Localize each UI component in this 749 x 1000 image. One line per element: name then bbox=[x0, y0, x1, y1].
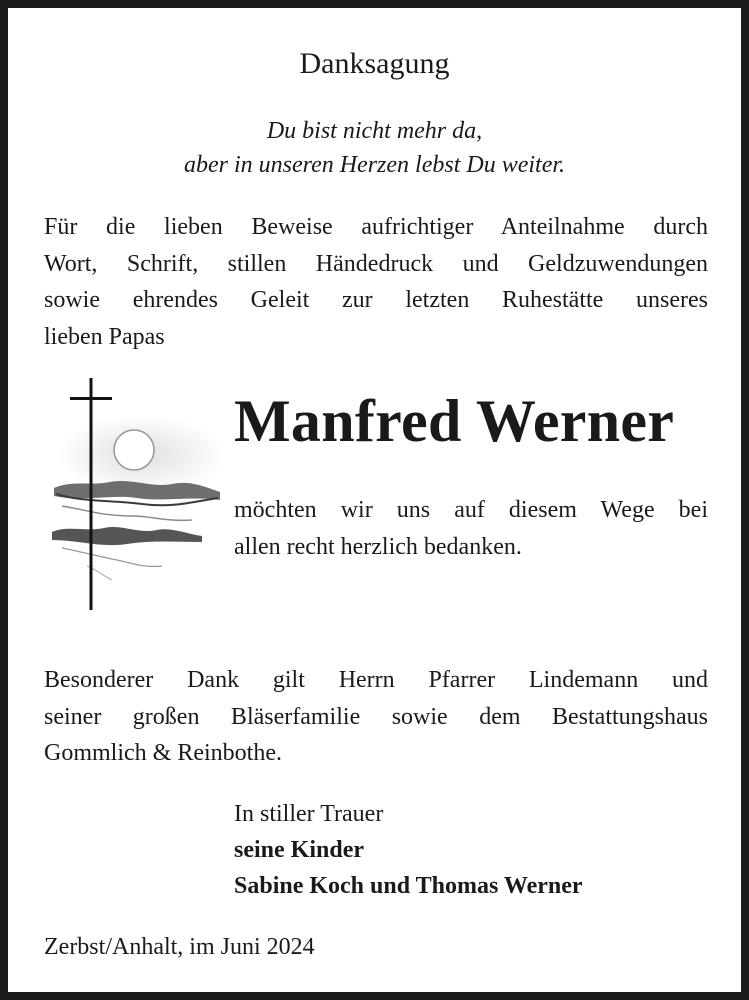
page-title: Danksagung bbox=[299, 47, 450, 80]
signature-block bbox=[234, 796, 583, 904]
intro-line: lieben Papas bbox=[44, 323, 165, 350]
intro-line: Wort, Schrift, stillen Händedruck und Geldzuwendungen bbox=[44, 250, 708, 277]
cross-landscape-icon bbox=[42, 370, 222, 615]
thanks-paragraph bbox=[234, 492, 708, 566]
signature-names: Sabine Koch und Thomas Werner bbox=[234, 873, 583, 899]
thanks-line: allen recht herzlich bedanken. bbox=[234, 534, 522, 560]
special-thanks-line: Besonderer Dank gilt Herrn Pfarrer Lindemann und bbox=[44, 667, 708, 693]
signature-mourning: In stiller Trauer bbox=[234, 801, 384, 827]
intro-line: Für die lieben Beweise aufrichtiger Anteilnahme durch bbox=[44, 214, 708, 240]
intro-line: sowie ehrendes Geleit zur letzten Ruhestätte unseres bbox=[44, 287, 708, 313]
quote-line-1: Du bist nicht mehr da, bbox=[266, 118, 483, 144]
quote-line-2: aber in unseren Herzen lebst Du weiter. bbox=[183, 152, 566, 178]
place-date: Zerbst/Anhalt, im Juni 2024 bbox=[44, 934, 315, 960]
special-thanks-line: seiner großen Bläserfamilie sowie dem Bestattungshaus bbox=[44, 703, 708, 730]
deceased-name: Manfred Werner bbox=[234, 388, 675, 454]
special-thanks-line: Gommlich & Reinbothe. bbox=[44, 740, 282, 766]
signature-relation: seine Kinder bbox=[234, 837, 364, 863]
special-thanks-paragraph bbox=[44, 662, 708, 772]
intro-paragraph bbox=[44, 209, 708, 355]
thanks-line: möchten wir uns auf diesem Wege bei bbox=[234, 497, 708, 523]
